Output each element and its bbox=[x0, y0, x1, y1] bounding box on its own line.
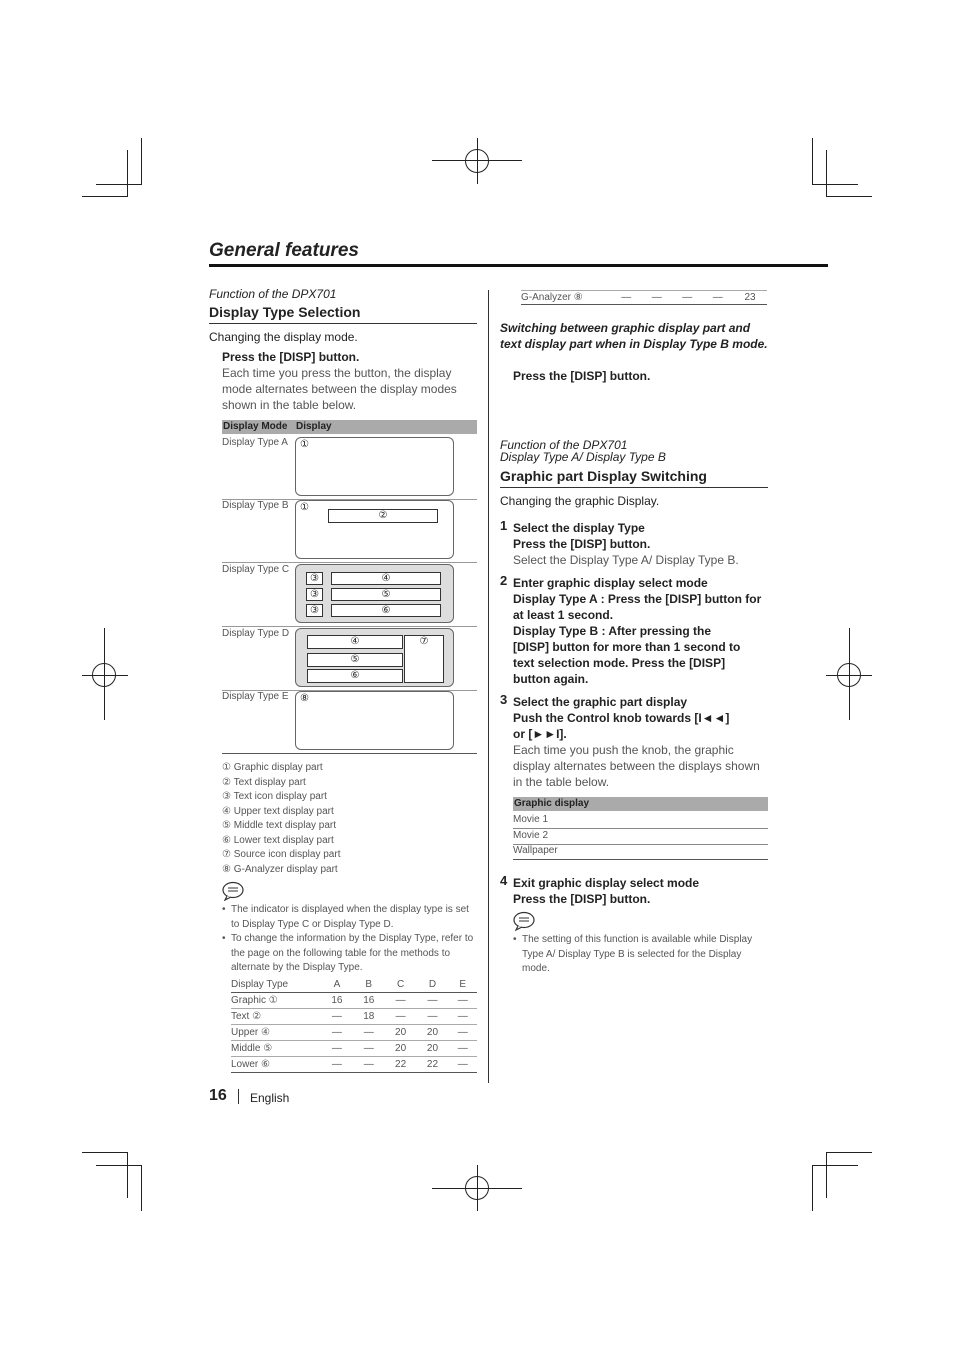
table-row bbox=[231, 1024, 477, 1040]
text-display-part bbox=[328, 509, 438, 523]
table-header-row bbox=[231, 977, 477, 992]
table-bottom-rule bbox=[222, 753, 477, 754]
step-line: Press the [DISP] button. bbox=[513, 537, 651, 551]
source-icon-part bbox=[404, 635, 444, 683]
display-type-e-diagram bbox=[295, 691, 454, 750]
footer-language: English bbox=[250, 1091, 290, 1105]
legend-item: ⑧ G-Analyzer display part bbox=[222, 863, 338, 875]
marker-3: ③ bbox=[310, 589, 319, 600]
notes-list bbox=[222, 903, 475, 976]
table-cell: — bbox=[363, 1042, 374, 1054]
display-type-b-diagram bbox=[295, 500, 454, 559]
switch-heading: Switching between graphic display part and text display part when in Display Type B mode. bbox=[500, 321, 768, 351]
graphic-row: Wallpaper bbox=[513, 845, 558, 856]
function-label: Function of the DPX701 bbox=[209, 287, 337, 301]
graphic-row: Movie 1 bbox=[513, 814, 549, 825]
text-icon-part bbox=[306, 588, 323, 601]
note-icon bbox=[513, 911, 537, 931]
table-cell: 22 bbox=[426, 1058, 439, 1070]
legend-item: ① Graphic display part bbox=[222, 762, 323, 773]
press-instruction: Press the [DISP] button. bbox=[222, 350, 360, 364]
middle-text-part bbox=[331, 588, 441, 601]
middle-text-part bbox=[307, 653, 403, 667]
text-icon-part bbox=[306, 604, 323, 617]
table-cell: 18 bbox=[363, 1010, 375, 1022]
display-type-d-label: Display Type D bbox=[222, 628, 290, 639]
legend-list bbox=[222, 761, 340, 877]
table-row bbox=[231, 1056, 477, 1072]
ganalyzer-row-table bbox=[521, 290, 767, 305]
table-cell: — bbox=[621, 292, 632, 303]
heading-rule bbox=[209, 323, 477, 324]
note-item: • The indicator is displayed when the display type is set to Display Type C or Display Type D. bbox=[222, 904, 469, 930]
step-description: Each time you push the knob, the graphic display alternates between the displays shown in the table below. bbox=[513, 743, 760, 789]
table-cell: — bbox=[457, 1042, 468, 1054]
row-divider bbox=[222, 626, 477, 627]
marker-7: ⑦ bbox=[419, 636, 429, 647]
function-label-types: Display Type A/ Display Type B bbox=[500, 450, 666, 464]
marker-4: ④ bbox=[381, 573, 391, 584]
marker-1: ① bbox=[300, 502, 309, 513]
table-cell: B bbox=[365, 978, 373, 990]
table-cell: Lower ⑥ bbox=[231, 1058, 270, 1070]
header-display: Display bbox=[296, 421, 332, 432]
graphic-row: Movie 2 bbox=[513, 830, 549, 841]
table-cell: G-Analyzer ⑧ bbox=[521, 292, 583, 303]
marker-3: ③ bbox=[310, 573, 319, 584]
display-type-a-diagram bbox=[295, 437, 454, 496]
table-cell: — bbox=[682, 292, 693, 303]
table-row bbox=[231, 992, 477, 1008]
header-display-mode: Display Mode bbox=[223, 421, 288, 432]
note-item: • The setting of this function is available while Display Type A/ Display Type B is selected for the Display mode. bbox=[513, 934, 753, 974]
step-line: Push the Control knob towards [I◄◄] or [►►I]. bbox=[513, 711, 730, 741]
table-row bbox=[231, 1008, 477, 1024]
table-cell: 20 bbox=[426, 1042, 439, 1054]
page-number: 16 bbox=[209, 1087, 227, 1104]
legend-item: ④ Upper text display part bbox=[222, 805, 334, 817]
table-cell: 16 bbox=[363, 994, 375, 1006]
display-type-e-label: Display Type E bbox=[222, 691, 289, 702]
marker-8: ⑧ bbox=[300, 693, 309, 704]
switch-press: Press the [DISP] button. bbox=[513, 369, 651, 383]
table-cell: — bbox=[427, 994, 438, 1006]
display-type-a-label: Display Type A bbox=[222, 437, 288, 448]
marker-4: ④ bbox=[350, 636, 360, 647]
table-cell: — bbox=[331, 1010, 342, 1022]
step-title: Enter graphic display select mode bbox=[513, 576, 708, 590]
heading-rule bbox=[500, 487, 768, 488]
marker-6: ⑥ bbox=[381, 605, 391, 616]
display-type-c-diagram bbox=[295, 564, 454, 623]
step-title: Select the graphic part display bbox=[513, 695, 688, 709]
table-cell: 22 bbox=[395, 1058, 407, 1070]
display-type-b-label: Display Type B bbox=[222, 500, 289, 511]
marker-5: ⑤ bbox=[381, 589, 391, 600]
table-cell: — bbox=[457, 994, 468, 1006]
table-row bbox=[521, 291, 767, 305]
step-title: Exit graphic display select mode bbox=[513, 876, 700, 890]
table-cell: — bbox=[395, 994, 406, 1006]
table-cell: 23 bbox=[744, 292, 756, 303]
footer-divider bbox=[238, 1089, 239, 1104]
table-cell: — bbox=[457, 1058, 468, 1070]
title-rule bbox=[209, 264, 828, 267]
table-cell: A bbox=[333, 978, 341, 990]
graphic-table-header bbox=[513, 797, 768, 811]
table-bottom-rule bbox=[513, 859, 768, 860]
page-title: General features bbox=[209, 240, 359, 261]
legend-item: ③ Text icon display part bbox=[222, 791, 327, 802]
text-icon-part bbox=[306, 572, 323, 585]
table-cell: — bbox=[395, 1010, 406, 1022]
table-cell: — bbox=[331, 1058, 342, 1070]
lower-text-part bbox=[331, 604, 441, 617]
table-cell: — bbox=[457, 1026, 468, 1038]
step-number: 4 bbox=[500, 873, 508, 888]
table-cell: — bbox=[363, 1058, 374, 1070]
marker-5: ⑤ bbox=[350, 654, 360, 665]
step-number: 3 bbox=[500, 692, 508, 707]
table-cell: C bbox=[396, 978, 405, 990]
table-cell: D bbox=[428, 978, 437, 990]
legend-item: ⑤ Middle text display part bbox=[222, 820, 337, 831]
intro-text: Changing the graphic Display. bbox=[500, 494, 660, 508]
marker-1: ① bbox=[300, 439, 309, 450]
marker-3: ③ bbox=[310, 605, 319, 616]
table-cell: E bbox=[459, 978, 467, 990]
header-graphic-display: Graphic display bbox=[514, 798, 590, 809]
step-line: Display Type B : After pressing the [DISP] button for more than 1 second to text selection mode. Press the [DISP] button again. bbox=[513, 624, 741, 686]
table-cell: 20 bbox=[395, 1026, 407, 1038]
row-divider bbox=[222, 562, 477, 563]
note-item: • To change the information by the Display Type, refer to the page on the following table for the methods to alternate by the Display Type. bbox=[222, 933, 474, 973]
table-cell: Text ② bbox=[231, 1010, 262, 1022]
intro-text: Changing the display mode. bbox=[209, 330, 358, 344]
right-note bbox=[513, 933, 761, 977]
display-type-d-diagram bbox=[295, 628, 454, 687]
step-line: Press the [DISP] button. bbox=[513, 892, 651, 906]
table-cell: Middle ⑤ bbox=[231, 1042, 273, 1054]
table-cell: — bbox=[363, 1026, 374, 1038]
function-label: Function of the DPX701 bbox=[500, 438, 628, 452]
row-divider bbox=[513, 828, 768, 829]
step-number: 1 bbox=[500, 518, 508, 533]
table-row bbox=[231, 1040, 477, 1056]
table-cell: Upper ④ bbox=[231, 1026, 270, 1038]
column-divider bbox=[488, 290, 489, 1083]
section-heading: Graphic part Display Switching bbox=[500, 468, 707, 484]
table-header bbox=[222, 420, 477, 434]
legend-item: ⑥ Lower text display part bbox=[222, 834, 334, 846]
step-line: Display Type A : Press the [DISP] button for at least 1 second. bbox=[513, 592, 762, 622]
marker-2: ② bbox=[378, 510, 388, 521]
marker-6: ⑥ bbox=[350, 670, 360, 681]
legend-item: ⑦ Source icon display part bbox=[222, 849, 341, 860]
table-cell: Graphic ① bbox=[231, 994, 278, 1006]
upper-text-part bbox=[307, 635, 403, 649]
display-type-c-label: Display Type C bbox=[222, 564, 290, 575]
step-description: Select the Display Type A/ Display Type B. bbox=[513, 553, 739, 567]
display-type-table bbox=[231, 977, 477, 1073]
description-text: Each time you press the button, the display mode alternates between the display modes shown in the table below. bbox=[222, 366, 457, 412]
section-heading: Display Type Selection bbox=[209, 304, 361, 320]
table-cell: — bbox=[712, 292, 723, 303]
table-cell: — bbox=[457, 1010, 468, 1022]
lower-text-part bbox=[307, 669, 403, 683]
table-cell: 16 bbox=[331, 994, 343, 1006]
table-cell: — bbox=[651, 292, 662, 303]
legend-item: ② Text display part bbox=[222, 776, 306, 788]
table-cell: Display Type bbox=[231, 978, 289, 990]
table-cell: 20 bbox=[395, 1042, 407, 1054]
table-cell: — bbox=[427, 1010, 438, 1022]
step-number: 2 bbox=[500, 573, 508, 588]
note-icon bbox=[222, 881, 246, 901]
upper-text-part bbox=[331, 572, 441, 585]
table-cell: — bbox=[331, 1042, 342, 1054]
table-cell: — bbox=[331, 1026, 342, 1038]
step-title: Select the display Type bbox=[513, 521, 645, 535]
table-cell: 20 bbox=[426, 1026, 439, 1038]
